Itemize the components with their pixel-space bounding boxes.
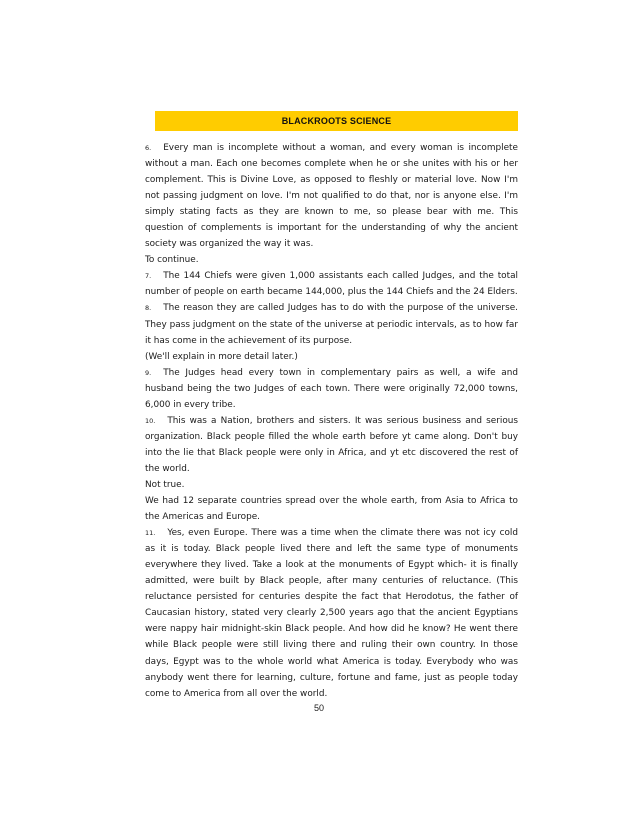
paragraph-8 (145, 300, 518, 348)
page-number: 50 (313, 703, 324, 713)
paragraph-text: The reason they are called Judges has to do with the purpose of the universe. They pass judgment on the state of the universe at periodic intervals, as to how far it has come in the achievement of its purpose. (145, 303, 518, 346)
paragraph-10 (145, 413, 518, 477)
paragraph-not-true (145, 477, 518, 493)
paragraph-7 (145, 268, 518, 300)
paragraph-number: 7. (145, 272, 152, 281)
paragraph-number: 6. (145, 144, 152, 152)
paragraph-text: The 144 Chiefs were given 1,000 assistants each called Judges, and the total number of people on earth became 144,000, plus the 144 Chiefs and the 24 Elders. (145, 271, 518, 298)
body-text (145, 140, 518, 702)
paragraph-text: To continue. (145, 255, 199, 266)
paragraph-text: This was a Nation, brothers and sisters. It was serious business and serious organization. Black people filled the whole earth before yt came along. Don't buy into the lie that Black people were only in Africa, and yt etc discovered the rest of the world. (145, 415, 518, 474)
paragraph-number: 10. (145, 416, 156, 425)
paragraph-text: Every man is incomplete without a woman, and every woman is incomplete without a man. Each one becomes complete when he or she unites with his or her complement. This is Divine Love, as opposed to fleshly or material love. Now I'm not passing judgment on love. I'm not qualified to do that, nor is anyone else. I'm simply stating facts as they are known to me, so please bear with me. This question of complements is important for the understanding of why the ancient society was organized the way it was. (145, 143, 518, 250)
paragraph-countries (145, 493, 518, 525)
paragraph-text: Not true. (145, 479, 185, 490)
paragraph-note (145, 349, 518, 365)
paragraph-text: The Judges head every town in complementary pairs as well, a wife and husband being the two Judges of each town. There were originally 72,000 towns, 6,000 in every tribe. (145, 367, 518, 410)
header-bar (155, 111, 518, 131)
paragraph-number: 8. (145, 304, 152, 313)
paragraph-text: Yes, even Europe. There was a time when the climate there was not icy cold as it is today. Black people lived there and left the same type of monuments everywhere they lived. Take a look at the monuments of Egypt which- it is finally admitted, were built by Black people, after many centuries of reluctance. (This reluctance persisted for centuries despite the fact that Herodotus, the father of Caucasian history, stated very clearly 2,500 years ago that the ancient Egyptians were nappy hair midnight-skin Black people. And how did he know? He went there while Black people were still living there and ruling their own country. In those days, Egypt was to the whole world what America is today. Everybody who was anybody went there for learning, culture, fortune and fame, just as people today come to America from all over the world. (145, 528, 518, 699)
paragraph-text: (We'll explain in more detail later.) (145, 351, 298, 362)
paragraph-9 (145, 365, 518, 413)
paragraph-number: 9. (145, 368, 152, 377)
running-header-title: BLACKROOTS SCIENCE (281, 116, 392, 126)
paragraph-number: 11. (145, 529, 156, 538)
paragraph-text: We had 12 separate countries spread over the whole earth, from Asia to Africa to the Americas and Europe. (145, 496, 518, 523)
paragraph-continue (145, 252, 518, 268)
paragraph-6 (145, 140, 518, 252)
paragraph-11 (145, 525, 518, 702)
